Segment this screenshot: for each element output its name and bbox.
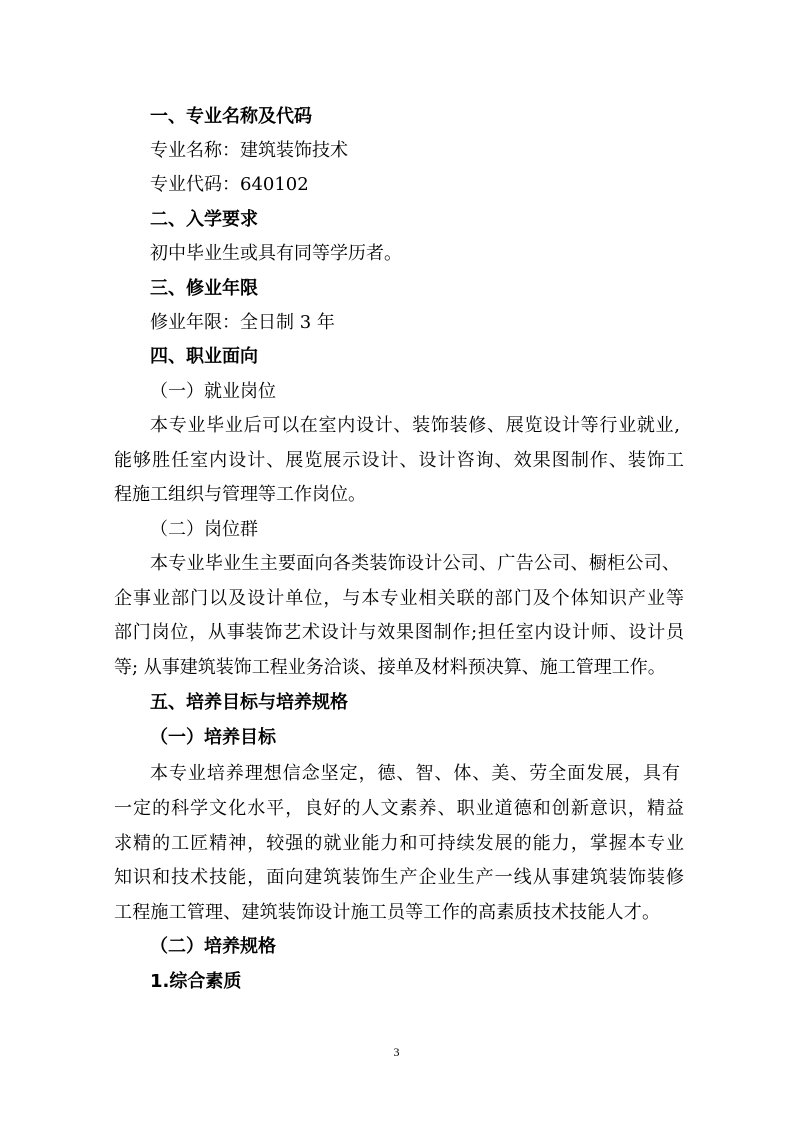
major-name-line: 专业名称：建筑装饰技术	[150, 140, 348, 161]
paragraph-line: 本专业培养理想信念坚定，德、智、体、美、劳全面发展，具有	[150, 763, 680, 784]
duration-text: 修业年限：全日制 3 年	[150, 312, 335, 333]
paragraph-line: 程施工组织与管理等工作岗位。	[114, 484, 366, 505]
heading-duration: 三、修业年限	[150, 278, 258, 299]
paragraph-line: 工程施工管理、建筑装饰设计施工员等工作的高素质技术技能人才。	[114, 902, 660, 923]
paragraph-line: 本专业毕业后可以在室内设计、装饰装修、展览设计等行业就业,	[150, 415, 680, 436]
paragraph-line: 等; 从事建筑装饰工程业务洽谈、接单及材料预决算、施工管理工作。	[114, 657, 666, 678]
paragraph-line: 求精的工匠精神，较强的就业能力和可持续发展的能力，掌握本专业	[114, 833, 684, 854]
paragraph-line: 一定的科学文化水平，良好的人文素养、职业道德和创新意识，精益	[114, 798, 684, 819]
major-code-line: 专业代码：640102	[150, 174, 309, 195]
subheading-training-specs: （二）培养规格	[150, 936, 276, 957]
subheading-training-goals: （一）培养目标	[150, 727, 276, 748]
page-number: 3	[393, 1045, 400, 1059]
subheading-job-group: （二）岗位群	[150, 519, 258, 540]
paragraph-line: 本专业毕业生主要面向各类装饰设计公司、广告公司、橱柜公司、	[150, 553, 680, 574]
heading-training: 五、培养目标与培养规格	[150, 692, 348, 713]
paragraph-line: 企事业部门以及设计单位，与本专业相关联的部门及个体知识产业等	[114, 588, 684, 609]
heading-admission: 二、入学要求	[150, 209, 258, 230]
subheading-jobs: （一）就业岗位	[150, 381, 276, 402]
subheading-comprehensive-quality: 1.综合素质	[150, 971, 242, 992]
paragraph-line: 知识和技术技能，面向建筑装饰生产企业生产一线从事建筑装饰装修	[114, 867, 684, 888]
paragraph-line: 部门岗位，从事装饰艺术设计与效果图制作;担任室内设计师、设计员	[114, 622, 684, 643]
heading-career: 四、职业面向	[150, 346, 258, 367]
heading-major-name-code: 一、专业名称及代码	[150, 106, 312, 127]
admission-text: 初中毕业生或具有同等学历者。	[150, 243, 402, 264]
paragraph-line: 能够胜任室内设计、展览展示设计、设计咨询、效果图制作、装饰工	[114, 450, 684, 471]
